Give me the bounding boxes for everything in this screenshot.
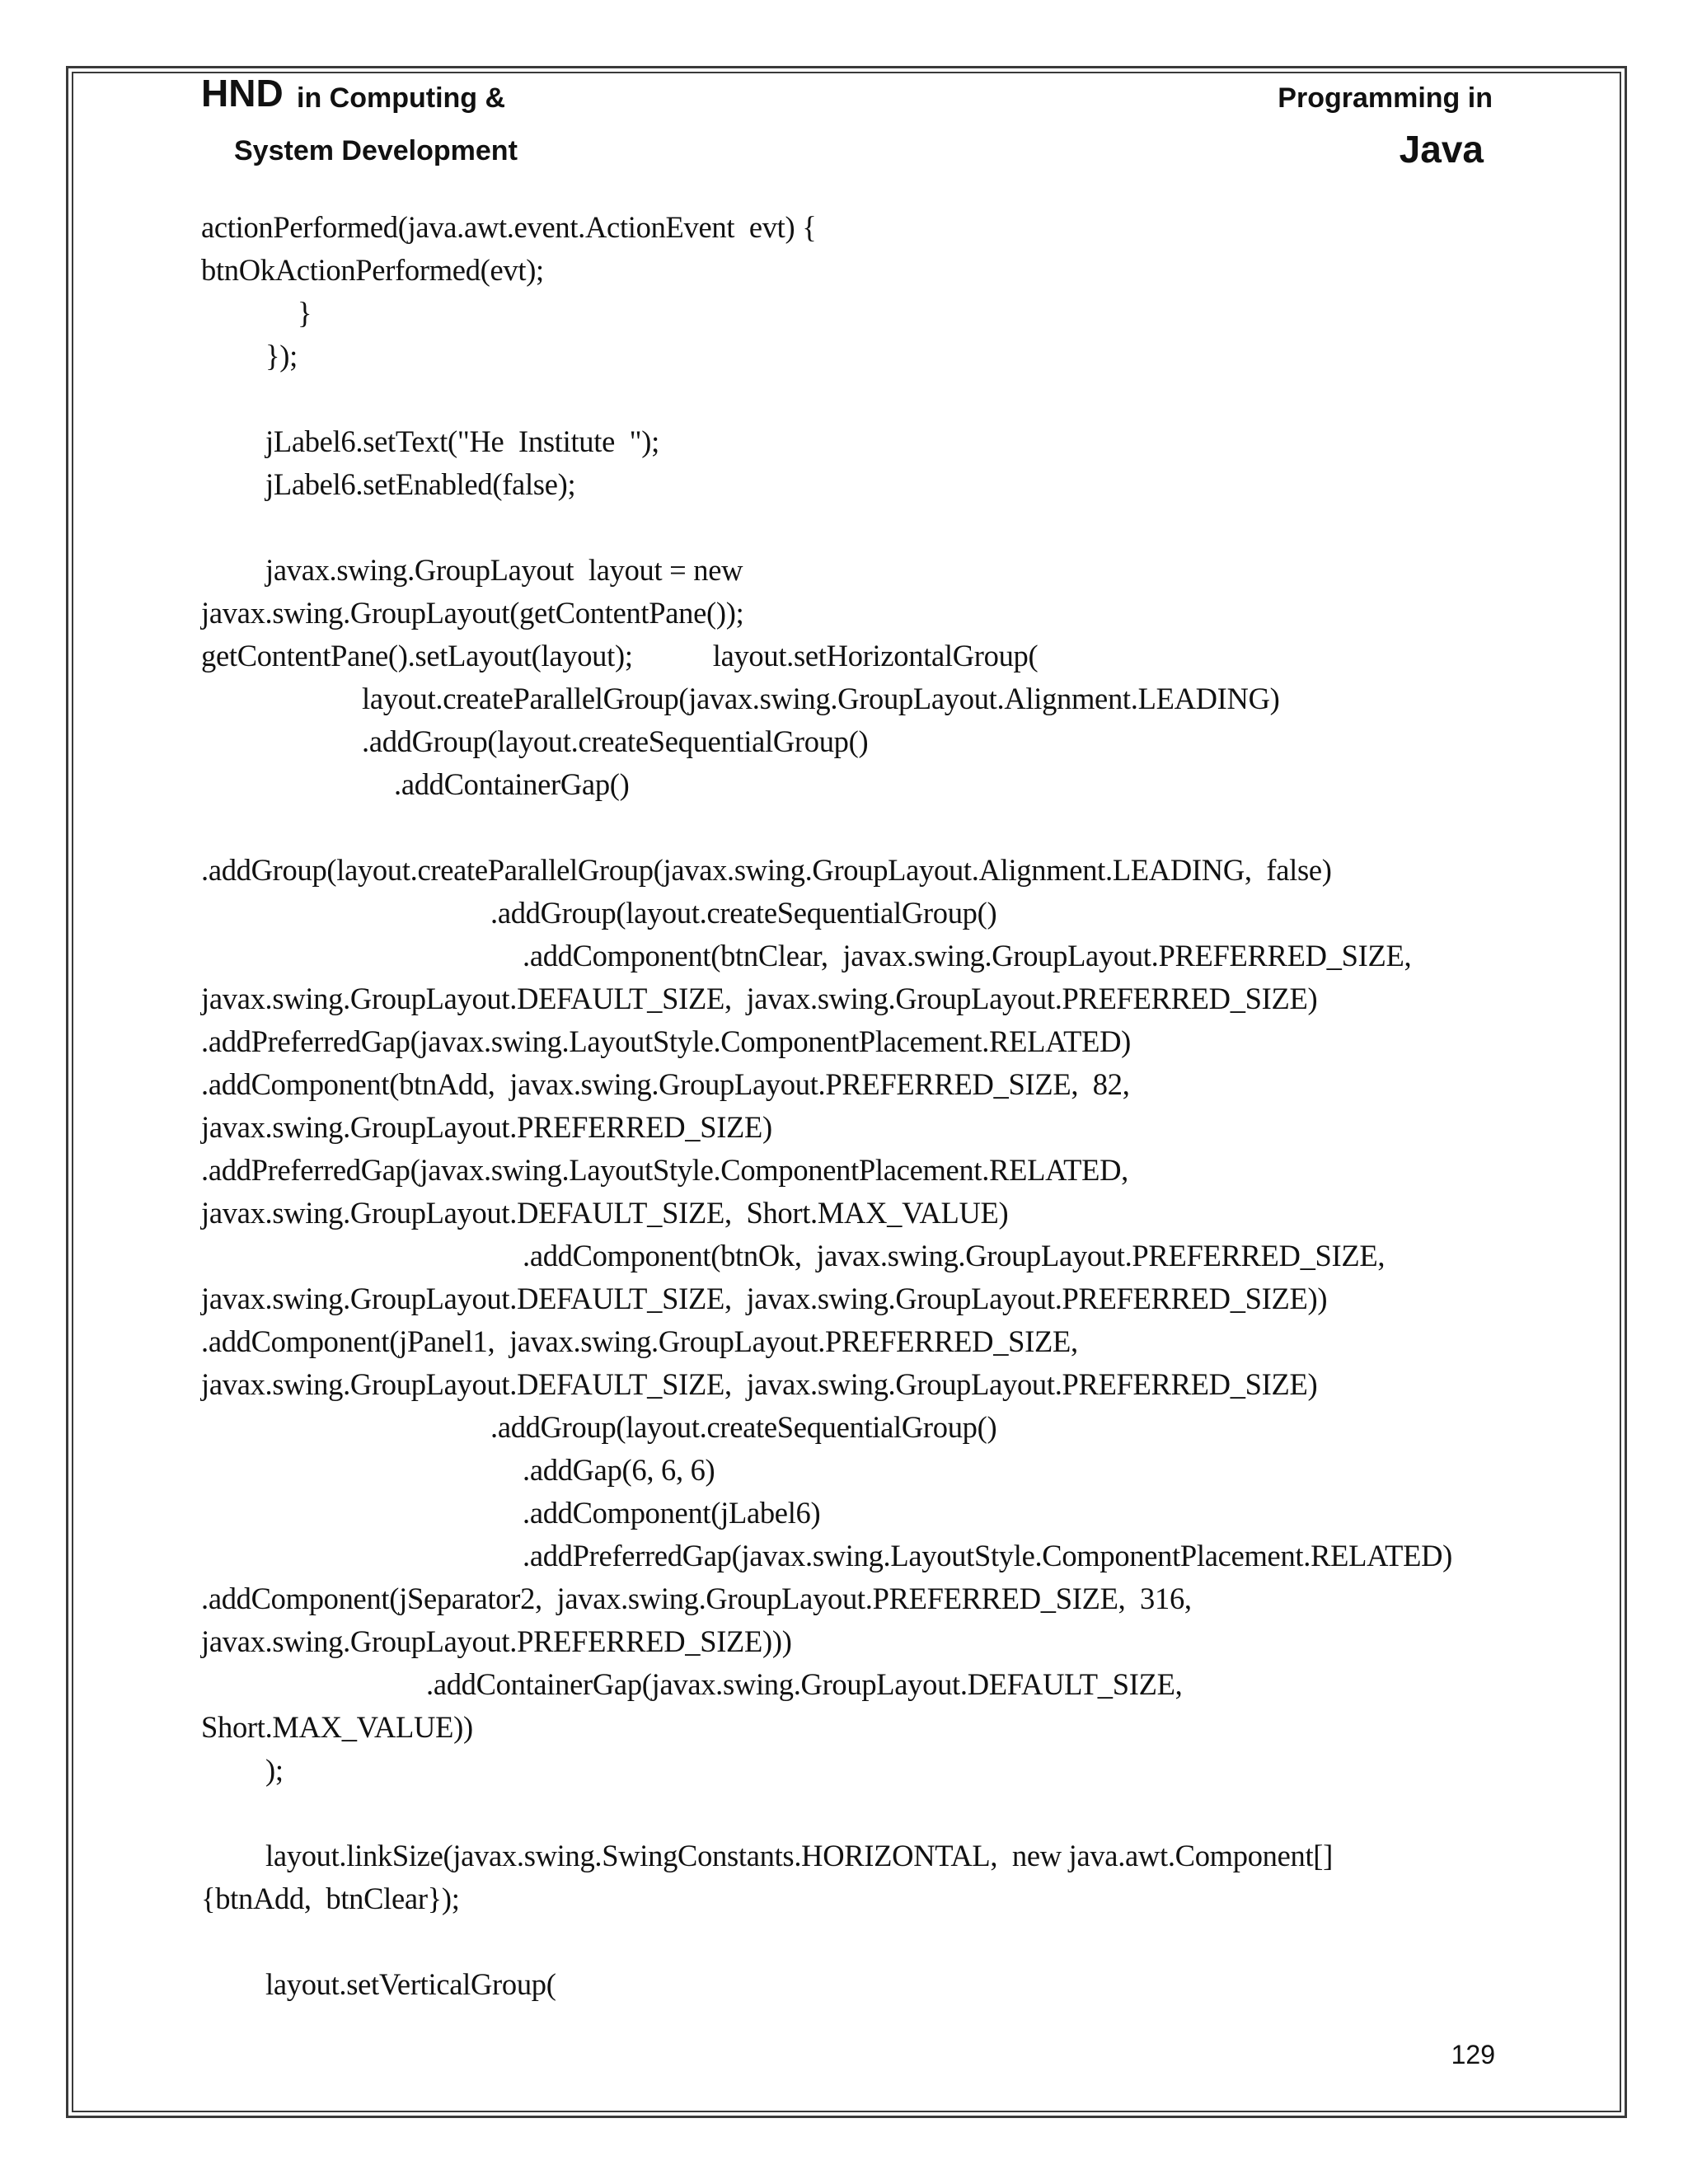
header-hnd: HND xyxy=(201,72,284,115)
code-line: javax.swing.GroupLayout.DEFAULT_SIZE, javax.swing.GroupLayout.PREFERRED_SIZE) xyxy=(201,982,1318,1015)
code-line: .addPreferredGap(javax.swing.LayoutStyle.ComponentPlacement.RELATED) xyxy=(523,1539,1453,1572)
code-line: javax.swing.GroupLayout.PREFERRED_SIZE) xyxy=(201,1110,772,1144)
code-line: .addComponent(jPanel1, javax.swing.GroupLayout.PREFERRED_SIZE, xyxy=(201,1324,1078,1358)
code-line: javax.swing.GroupLayout.DEFAULT_SIZE, javax.swing.GroupLayout.PREFERRED_SIZE) xyxy=(201,1367,1318,1401)
code-line: javax.swing.GroupLayout.PREFERRED_SIZE))) xyxy=(201,1624,792,1658)
code-line: }); xyxy=(265,339,298,373)
code-line: .addComponent(jSeparator2, javax.swing.GroupLayout.PREFERRED_SIZE, 316, xyxy=(201,1582,1192,1615)
code-listing xyxy=(201,206,1487,2006)
code-line: .addComponent(btnAdd, javax.swing.GroupLayout.PREFERRED_SIZE, 82, xyxy=(201,1067,1130,1101)
code-line: layout.setVerticalGroup( xyxy=(265,1967,556,2001)
code-line: } xyxy=(298,296,312,330)
code-line: .addComponent(btnClear, javax.swing.GroupLayout.PREFERRED_SIZE, xyxy=(523,939,1412,972)
code-line: .addPreferredGap(javax.swing.LayoutStyle.ComponentPlacement.RELATED) xyxy=(201,1024,1132,1058)
code-line: .addPreferredGap(javax.swing.LayoutStyle.ComponentPlacement.RELATED, xyxy=(201,1153,1129,1187)
code-line: btnOkActionPerformed(evt); xyxy=(201,253,544,287)
code-line: javax.swing.GroupLayout(getContentPane()); xyxy=(201,596,744,630)
code-line xyxy=(201,1792,1487,1835)
header-system-development: System Development xyxy=(234,135,518,166)
code-line: .addGroup(layout.createSequentialGroup() xyxy=(362,724,869,758)
code-line: jLabel6.setText("He Institute "); xyxy=(265,424,659,458)
code-line: .addGap(6, 6, 6) xyxy=(523,1453,715,1487)
code-line: .addComponent(jLabel6) xyxy=(523,1496,821,1530)
page-number: 129 xyxy=(1451,2040,1495,2069)
code-line xyxy=(201,806,1487,849)
code-line: .addContainerGap() xyxy=(394,767,630,801)
code-line: javax.swing.GroupLayout layout = new xyxy=(265,553,743,587)
code-line: layout.createParallelGroup(javax.swing.GroupLayout.Alignment.LEADING) xyxy=(362,682,1280,715)
code-line: ); xyxy=(265,1753,284,1787)
header-in-computing: in Computing & xyxy=(297,82,506,114)
code-line: actionPerformed(java.awt.event.ActionEvent evt) { xyxy=(201,210,817,244)
code-line: {btnAdd, btnClear}); xyxy=(201,1882,460,1915)
code-line: .addGroup(layout.createParallelGroup(javax.swing.GroupLayout.Alignment.LEADING, false) xyxy=(201,853,1332,887)
code-line: Short.MAX_VALUE)) xyxy=(201,1710,473,1744)
code-line: .addContainerGap(javax.swing.GroupLayout.DEFAULT_SIZE, xyxy=(426,1667,1183,1701)
code-line xyxy=(201,1920,1487,1963)
code-line: .addGroup(layout.createSequentialGroup() xyxy=(490,1410,997,1444)
code-line: .addGroup(layout.createSequentialGroup() xyxy=(490,896,997,930)
code-line: javax.swing.GroupLayout.DEFAULT_SIZE, Short.MAX_VALUE) xyxy=(201,1196,1009,1230)
code-line: getContentPane().setLayout(layout); layout.setHorizontalGroup( xyxy=(201,639,1039,673)
code-line: .addComponent(btnOk, javax.swing.GroupLayout.PREFERRED_SIZE, xyxy=(523,1239,1386,1272)
header-java: Java xyxy=(1399,128,1484,171)
code-line: javax.swing.GroupLayout.DEFAULT_SIZE, javax.swing.GroupLayout.PREFERRED_SIZE)) xyxy=(201,1282,1328,1315)
code-line: jLabel6.setEnabled(false); xyxy=(265,467,576,501)
code-line xyxy=(201,506,1487,549)
header-programming-in: Programming in xyxy=(1278,82,1493,114)
code-line xyxy=(201,377,1487,420)
code-line: layout.linkSize(javax.swing.SwingConstants.HORIZONTAL, new java.awt.Component[] xyxy=(265,1839,1333,1872)
